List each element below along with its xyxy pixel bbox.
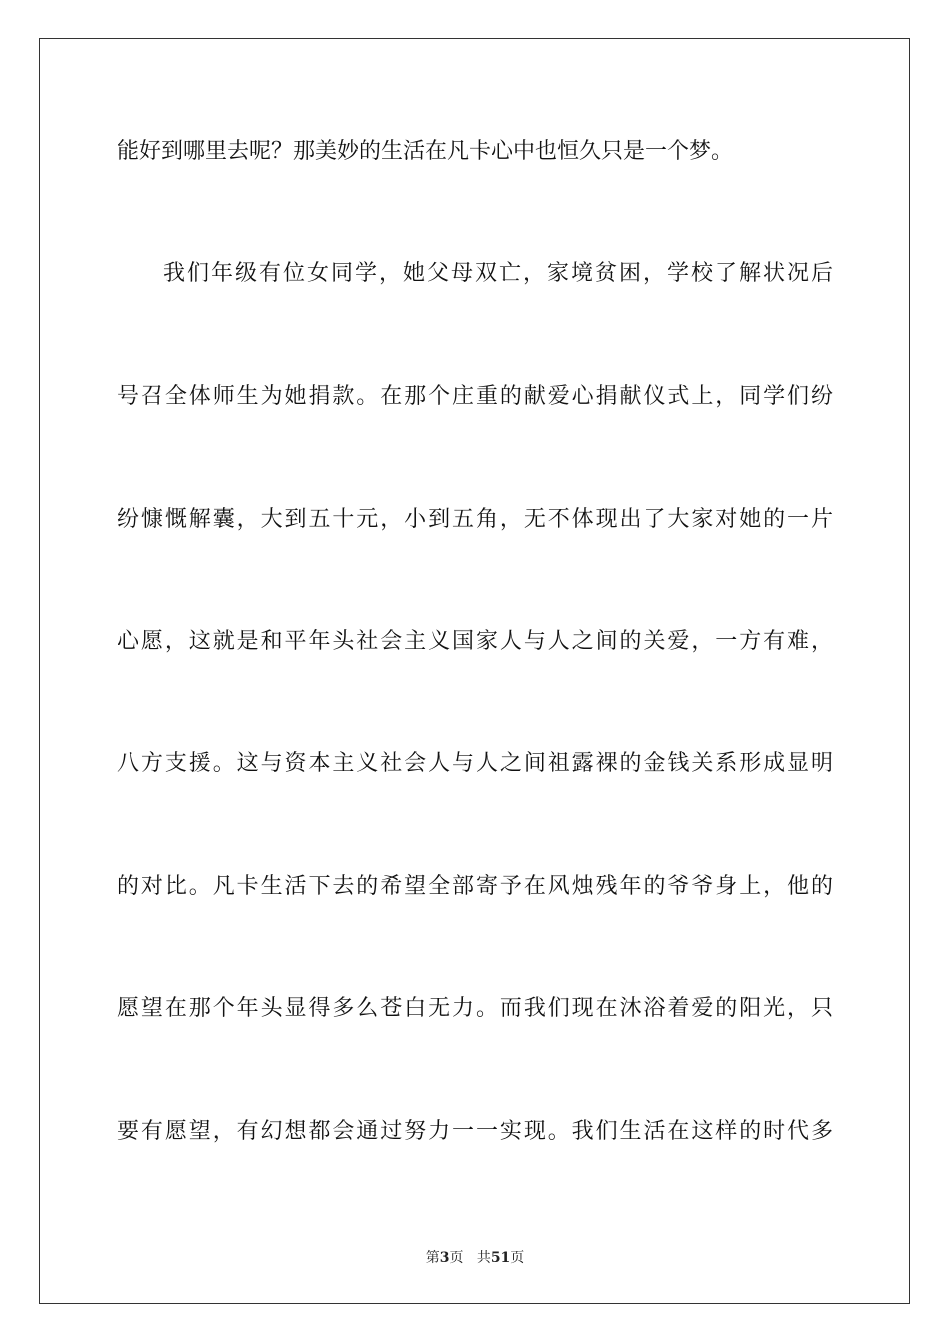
- footer-page-suffix: 页: [449, 1250, 464, 1266]
- footer-page-number: 3: [439, 1250, 450, 1266]
- text-line-2: 我们年级有位女同学，她父母双亡，家境贫困，学校了解状况后: [163, 261, 833, 286]
- text-line-1: 能好到哪里去呢？那美妙的生活在凡卡心中也恒久只是一个梦。: [117, 139, 734, 164]
- footer-total-suffix: 页: [510, 1250, 525, 1266]
- text-line-5: 心愿，这就是和平年头社会主义国家人与人之间的关爱，一方有难，: [117, 629, 833, 654]
- footer-total-pages: 51: [490, 1250, 511, 1266]
- page-border: [39, 38, 910, 1304]
- page-footer: [0, 1247, 950, 1267]
- text-line-9: 要有愿望，有幻想都会通过努力一一实现。我们生活在这样的时代多: [117, 1119, 833, 1144]
- text-line-3: 号召全体师生为她捐款。在那个庄重的献爱心捐献仪式上，同学们纷: [117, 384, 833, 409]
- text-line-8: 愿望在那个年头显得多么苍白无力。而我们现在沐浴着爱的阳光，只: [117, 996, 833, 1021]
- footer-total-prefix: 共: [476, 1250, 491, 1266]
- footer-prefix: 第: [425, 1250, 440, 1266]
- text-line-4: 纷慷慨解囊，大到五十元，小到五角，无不体现出了大家对她的一片: [117, 507, 833, 532]
- text-line-6: 八方支援。这与资本主义社会人与人之间祖露裸的金钱关系形成显明: [117, 751, 833, 776]
- text-line-7: 的对比。凡卡生活下去的希望全部寄予在风烛残年的爷爷身上，他的: [117, 874, 833, 899]
